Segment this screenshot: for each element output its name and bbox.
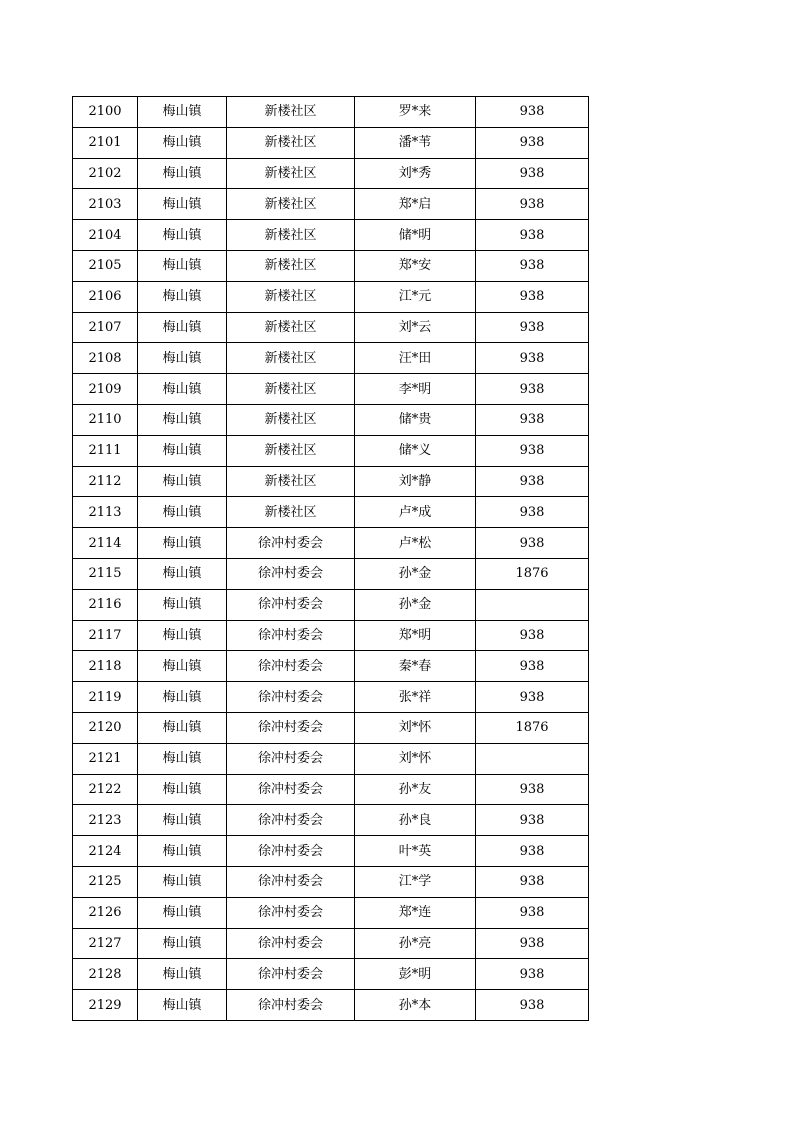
town-cell: 梅山镇 bbox=[138, 158, 227, 189]
name-cell: 卢*松 bbox=[355, 528, 476, 559]
row-number-cell: 2119 bbox=[73, 682, 138, 713]
town-cell: 梅山镇 bbox=[138, 589, 227, 620]
village-cell: 徐冲村委会 bbox=[227, 528, 355, 559]
town-cell: 梅山镇 bbox=[138, 682, 227, 713]
name-cell: 储*明 bbox=[355, 220, 476, 251]
name-cell: 储*贵 bbox=[355, 404, 476, 435]
row-number-cell: 2100 bbox=[73, 97, 138, 128]
town-cell: 梅山镇 bbox=[138, 805, 227, 836]
table-row bbox=[73, 774, 589, 805]
amount-cell: 938 bbox=[476, 897, 589, 928]
table-row bbox=[73, 404, 589, 435]
row-number-cell: 2112 bbox=[73, 466, 138, 497]
village-cell: 徐冲村委会 bbox=[227, 990, 355, 1021]
town-cell: 梅山镇 bbox=[138, 497, 227, 528]
name-cell: 罗*来 bbox=[355, 97, 476, 128]
table-row bbox=[73, 651, 589, 682]
village-cell: 徐冲村委会 bbox=[227, 959, 355, 990]
table-row bbox=[73, 589, 589, 620]
roster-table bbox=[72, 96, 589, 1021]
row-number-cell: 2107 bbox=[73, 312, 138, 343]
amount-cell: 938 bbox=[476, 805, 589, 836]
village-cell: 徐冲村委会 bbox=[227, 712, 355, 743]
town-cell: 梅山镇 bbox=[138, 127, 227, 158]
village-cell: 新楼社区 bbox=[227, 497, 355, 528]
row-number-cell: 2102 bbox=[73, 158, 138, 189]
name-cell: 储*义 bbox=[355, 435, 476, 466]
name-cell: 郑*安 bbox=[355, 250, 476, 281]
town-cell: 梅山镇 bbox=[138, 97, 227, 128]
name-cell: 孙*金 bbox=[355, 558, 476, 589]
table-row bbox=[73, 682, 589, 713]
amount-cell: 938 bbox=[476, 312, 589, 343]
name-cell: 刘*怀 bbox=[355, 712, 476, 743]
row-number-cell: 2127 bbox=[73, 928, 138, 959]
name-cell: 彭*明 bbox=[355, 959, 476, 990]
town-cell: 梅山镇 bbox=[138, 990, 227, 1021]
name-cell: 张*祥 bbox=[355, 682, 476, 713]
table-row bbox=[73, 897, 589, 928]
table-row bbox=[73, 435, 589, 466]
amount-cell: 1876 bbox=[476, 712, 589, 743]
name-cell: 刘*静 bbox=[355, 466, 476, 497]
table-row bbox=[73, 959, 589, 990]
table-row bbox=[73, 836, 589, 867]
village-cell: 徐冲村委会 bbox=[227, 743, 355, 774]
village-cell: 新楼社区 bbox=[227, 220, 355, 251]
amount-cell: 1876 bbox=[476, 558, 589, 589]
row-number-cell: 2128 bbox=[73, 959, 138, 990]
amount-cell: 938 bbox=[476, 220, 589, 251]
town-cell: 梅山镇 bbox=[138, 620, 227, 651]
row-number-cell: 2118 bbox=[73, 651, 138, 682]
town-cell: 梅山镇 bbox=[138, 220, 227, 251]
village-cell: 新楼社区 bbox=[227, 281, 355, 312]
town-cell: 梅山镇 bbox=[138, 743, 227, 774]
amount-cell: 938 bbox=[476, 928, 589, 959]
row-number-cell: 2116 bbox=[73, 589, 138, 620]
table-row bbox=[73, 990, 589, 1021]
town-cell: 梅山镇 bbox=[138, 928, 227, 959]
name-cell: 郑*启 bbox=[355, 189, 476, 220]
amount-cell: 938 bbox=[476, 374, 589, 405]
amount-cell: 938 bbox=[476, 651, 589, 682]
amount-cell bbox=[476, 589, 589, 620]
name-cell: 孙*友 bbox=[355, 774, 476, 805]
amount-cell: 938 bbox=[476, 959, 589, 990]
table-row bbox=[73, 281, 589, 312]
amount-cell: 938 bbox=[476, 158, 589, 189]
table-row bbox=[73, 712, 589, 743]
name-cell: 孙*本 bbox=[355, 990, 476, 1021]
town-cell: 梅山镇 bbox=[138, 836, 227, 867]
name-cell: 孙*金 bbox=[355, 589, 476, 620]
amount-cell: 938 bbox=[476, 435, 589, 466]
village-cell: 新楼社区 bbox=[227, 435, 355, 466]
row-number-cell: 2125 bbox=[73, 866, 138, 897]
table-row bbox=[73, 374, 589, 405]
village-cell: 徐冲村委会 bbox=[227, 836, 355, 867]
amount-cell: 938 bbox=[476, 620, 589, 651]
name-cell: 孙*亮 bbox=[355, 928, 476, 959]
table-row bbox=[73, 250, 589, 281]
amount-cell: 938 bbox=[476, 127, 589, 158]
village-cell: 新楼社区 bbox=[227, 97, 355, 128]
amount-cell: 938 bbox=[476, 97, 589, 128]
row-number-cell: 2115 bbox=[73, 558, 138, 589]
town-cell: 梅山镇 bbox=[138, 189, 227, 220]
table-row bbox=[73, 127, 589, 158]
town-cell: 梅山镇 bbox=[138, 250, 227, 281]
amount-cell: 938 bbox=[476, 250, 589, 281]
row-number-cell: 2108 bbox=[73, 343, 138, 374]
village-cell: 徐冲村委会 bbox=[227, 682, 355, 713]
name-cell: 秦*春 bbox=[355, 651, 476, 682]
row-number-cell: 2117 bbox=[73, 620, 138, 651]
table-row bbox=[73, 158, 589, 189]
amount-cell: 938 bbox=[476, 990, 589, 1021]
name-cell: 郑*连 bbox=[355, 897, 476, 928]
village-cell: 徐冲村委会 bbox=[227, 805, 355, 836]
amount-cell: 938 bbox=[476, 528, 589, 559]
amount-cell: 938 bbox=[476, 682, 589, 713]
name-cell: 刘*怀 bbox=[355, 743, 476, 774]
name-cell: 郑*明 bbox=[355, 620, 476, 651]
name-cell: 刘*云 bbox=[355, 312, 476, 343]
village-cell: 徐冲村委会 bbox=[227, 651, 355, 682]
town-cell: 梅山镇 bbox=[138, 312, 227, 343]
village-cell: 徐冲村委会 bbox=[227, 928, 355, 959]
name-cell: 李*明 bbox=[355, 374, 476, 405]
amount-cell: 938 bbox=[476, 866, 589, 897]
town-cell: 梅山镇 bbox=[138, 897, 227, 928]
village-cell: 徐冲村委会 bbox=[227, 620, 355, 651]
town-cell: 梅山镇 bbox=[138, 281, 227, 312]
row-number-cell: 2114 bbox=[73, 528, 138, 559]
table-row bbox=[73, 805, 589, 836]
town-cell: 梅山镇 bbox=[138, 558, 227, 589]
amount-cell: 938 bbox=[476, 466, 589, 497]
town-cell: 梅山镇 bbox=[138, 528, 227, 559]
name-cell: 江*元 bbox=[355, 281, 476, 312]
name-cell: 叶*英 bbox=[355, 836, 476, 867]
row-number-cell: 2124 bbox=[73, 836, 138, 867]
town-cell: 梅山镇 bbox=[138, 866, 227, 897]
village-cell: 徐冲村委会 bbox=[227, 866, 355, 897]
row-number-cell: 2113 bbox=[73, 497, 138, 528]
row-number-cell: 2126 bbox=[73, 897, 138, 928]
village-cell: 新楼社区 bbox=[227, 189, 355, 220]
row-number-cell: 2109 bbox=[73, 374, 138, 405]
town-cell: 梅山镇 bbox=[138, 712, 227, 743]
village-cell: 徐冲村委会 bbox=[227, 897, 355, 928]
table-row bbox=[73, 220, 589, 251]
row-number-cell: 2101 bbox=[73, 127, 138, 158]
table-row bbox=[73, 528, 589, 559]
name-cell: 潘*苇 bbox=[355, 127, 476, 158]
row-number-cell: 2120 bbox=[73, 712, 138, 743]
amount-cell: 938 bbox=[476, 836, 589, 867]
row-number-cell: 2106 bbox=[73, 281, 138, 312]
town-cell: 梅山镇 bbox=[138, 435, 227, 466]
town-cell: 梅山镇 bbox=[138, 774, 227, 805]
name-cell: 卢*成 bbox=[355, 497, 476, 528]
village-cell: 新楼社区 bbox=[227, 404, 355, 435]
row-number-cell: 2105 bbox=[73, 250, 138, 281]
table-row bbox=[73, 466, 589, 497]
village-cell: 徐冲村委会 bbox=[227, 774, 355, 805]
table-row bbox=[73, 497, 589, 528]
row-number-cell: 2123 bbox=[73, 805, 138, 836]
table-row bbox=[73, 343, 589, 374]
row-number-cell: 2122 bbox=[73, 774, 138, 805]
village-cell: 新楼社区 bbox=[227, 312, 355, 343]
town-cell: 梅山镇 bbox=[138, 651, 227, 682]
village-cell: 新楼社区 bbox=[227, 466, 355, 497]
name-cell: 孙*良 bbox=[355, 805, 476, 836]
town-cell: 梅山镇 bbox=[138, 343, 227, 374]
amount-cell bbox=[476, 743, 589, 774]
amount-cell: 938 bbox=[476, 774, 589, 805]
row-number-cell: 2110 bbox=[73, 404, 138, 435]
village-cell: 新楼社区 bbox=[227, 343, 355, 374]
roster-table-body bbox=[73, 97, 589, 1021]
village-cell: 新楼社区 bbox=[227, 127, 355, 158]
village-cell: 新楼社区 bbox=[227, 250, 355, 281]
amount-cell: 938 bbox=[476, 497, 589, 528]
table-row bbox=[73, 743, 589, 774]
table-row bbox=[73, 928, 589, 959]
table-row bbox=[73, 866, 589, 897]
name-cell: 刘*秀 bbox=[355, 158, 476, 189]
row-number-cell: 2103 bbox=[73, 189, 138, 220]
row-number-cell: 2104 bbox=[73, 220, 138, 251]
table-row bbox=[73, 312, 589, 343]
name-cell: 江*学 bbox=[355, 866, 476, 897]
table-row bbox=[73, 189, 589, 220]
village-cell: 新楼社区 bbox=[227, 374, 355, 405]
village-cell: 徐冲村委会 bbox=[227, 558, 355, 589]
town-cell: 梅山镇 bbox=[138, 466, 227, 497]
amount-cell: 938 bbox=[476, 189, 589, 220]
row-number-cell: 2121 bbox=[73, 743, 138, 774]
amount-cell: 938 bbox=[476, 404, 589, 435]
town-cell: 梅山镇 bbox=[138, 959, 227, 990]
town-cell: 梅山镇 bbox=[138, 374, 227, 405]
table-row bbox=[73, 620, 589, 651]
table-row bbox=[73, 97, 589, 128]
village-cell: 新楼社区 bbox=[227, 158, 355, 189]
amount-cell: 938 bbox=[476, 281, 589, 312]
row-number-cell: 2129 bbox=[73, 990, 138, 1021]
table-row bbox=[73, 558, 589, 589]
name-cell: 汪*田 bbox=[355, 343, 476, 374]
town-cell: 梅山镇 bbox=[138, 404, 227, 435]
row-number-cell: 2111 bbox=[73, 435, 138, 466]
amount-cell: 938 bbox=[476, 343, 589, 374]
village-cell: 徐冲村委会 bbox=[227, 589, 355, 620]
